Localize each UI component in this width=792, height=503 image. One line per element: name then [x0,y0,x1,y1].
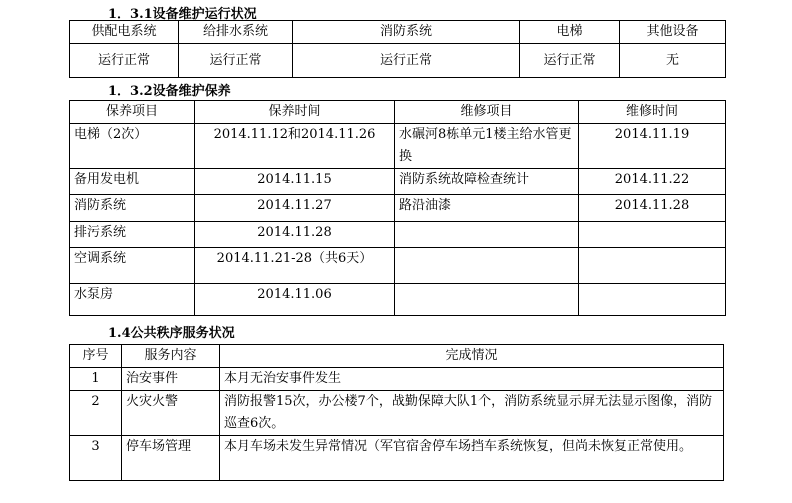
table-cell: 消防报警15次，办公楼7个，战勤保障大队1个，消防系统显示屏无法显示图像，消防巡查6次。 [220,391,724,436]
table-cell [395,222,579,248]
table-row [70,436,724,481]
table-row [70,391,724,436]
table-cell: 停车场管理 [122,436,220,481]
table-cell: 排污系统 [70,222,195,248]
table-header-row [70,101,726,124]
section-1-4-title: 1.4公共秩序服务状况 [108,326,235,341]
table-cell: 消防系统 [70,195,195,222]
table-cell: 治安事件 [122,368,220,391]
table-cell: 无 [620,44,726,78]
table-row [70,44,726,78]
table-cell: 电梯（2次） [70,124,195,169]
section-1-3-1-title: 1．3.1设备维护运行状况 [108,7,257,22]
maintenance-table [69,100,726,316]
table-cell: 2014.11.19 [579,124,726,169]
table-row [70,368,724,391]
header-cell: 给排水系统 [179,21,293,44]
table-cell: 2014.11.27 [195,195,395,222]
public-order-table [69,344,724,481]
table-cell: 2014.11.12和2014.11.26 [195,124,395,169]
table-cell: 1 [70,368,122,391]
table-cell: 运行正常 [520,44,620,78]
table-cell [579,248,726,284]
table-cell: 空调系统 [70,248,195,284]
table-cell: 本月无治安事件发生 [220,368,724,391]
table-cell: 运行正常 [70,44,179,78]
table-cell: 3 [70,436,122,481]
table-row [70,284,726,316]
table-row [70,222,726,248]
table-cell [579,222,726,248]
table-cell: 2014.11.28 [579,195,726,222]
header-cell: 服务内容 [122,345,220,368]
table-cell: 2014.11.28 [195,222,395,248]
header-cell: 完成情况 [220,345,724,368]
table-cell [395,248,579,284]
table-cell: 2 [70,391,122,436]
table-cell: 本月车场未发生异常情况（军官宿舍停车场挡车系统恢复，但尚未恢复正常使用。 [220,436,724,481]
table-cell: 2014.11.06 [195,284,395,316]
header-cell: 其他设备 [620,21,726,44]
section-1-3-2-title: 1．3.2设备维护保养 [108,84,231,99]
table-row [70,248,726,284]
header-cell: 供配电系统 [70,21,179,44]
table-cell: 备用发电机 [70,169,195,195]
table-row [70,195,726,222]
table-cell: 水碾河8栋单元1楼主给水管更换 [395,124,579,169]
table-cell [579,284,726,316]
table-cell [395,284,579,316]
table-cell: 运行正常 [293,44,520,78]
header-cell: 保养项目 [70,101,195,124]
table-cell: 水泵房 [70,284,195,316]
header-cell: 维修项目 [395,101,579,124]
header-cell: 维修时间 [579,101,726,124]
table-cell: 路沿油漆 [395,195,579,222]
table-cell: 2014.11.15 [195,169,395,195]
header-cell: 消防系统 [293,21,520,44]
table-row [70,124,726,169]
table-header-row [70,345,724,368]
table-cell: 运行正常 [179,44,293,78]
header-cell: 保养时间 [195,101,395,124]
table-cell: 2014.11.22 [579,169,726,195]
table-cell: 消防系统故障检查统计 [395,169,579,195]
table-header-row [70,21,726,44]
header-cell: 电梯 [520,21,620,44]
header-cell: 序号 [70,345,122,368]
table-cell: 火灾火警 [122,391,220,436]
table-cell: 2014.11.21-28（共6天） [195,248,395,284]
equipment-status-table [69,20,726,78]
table-row [70,169,726,195]
